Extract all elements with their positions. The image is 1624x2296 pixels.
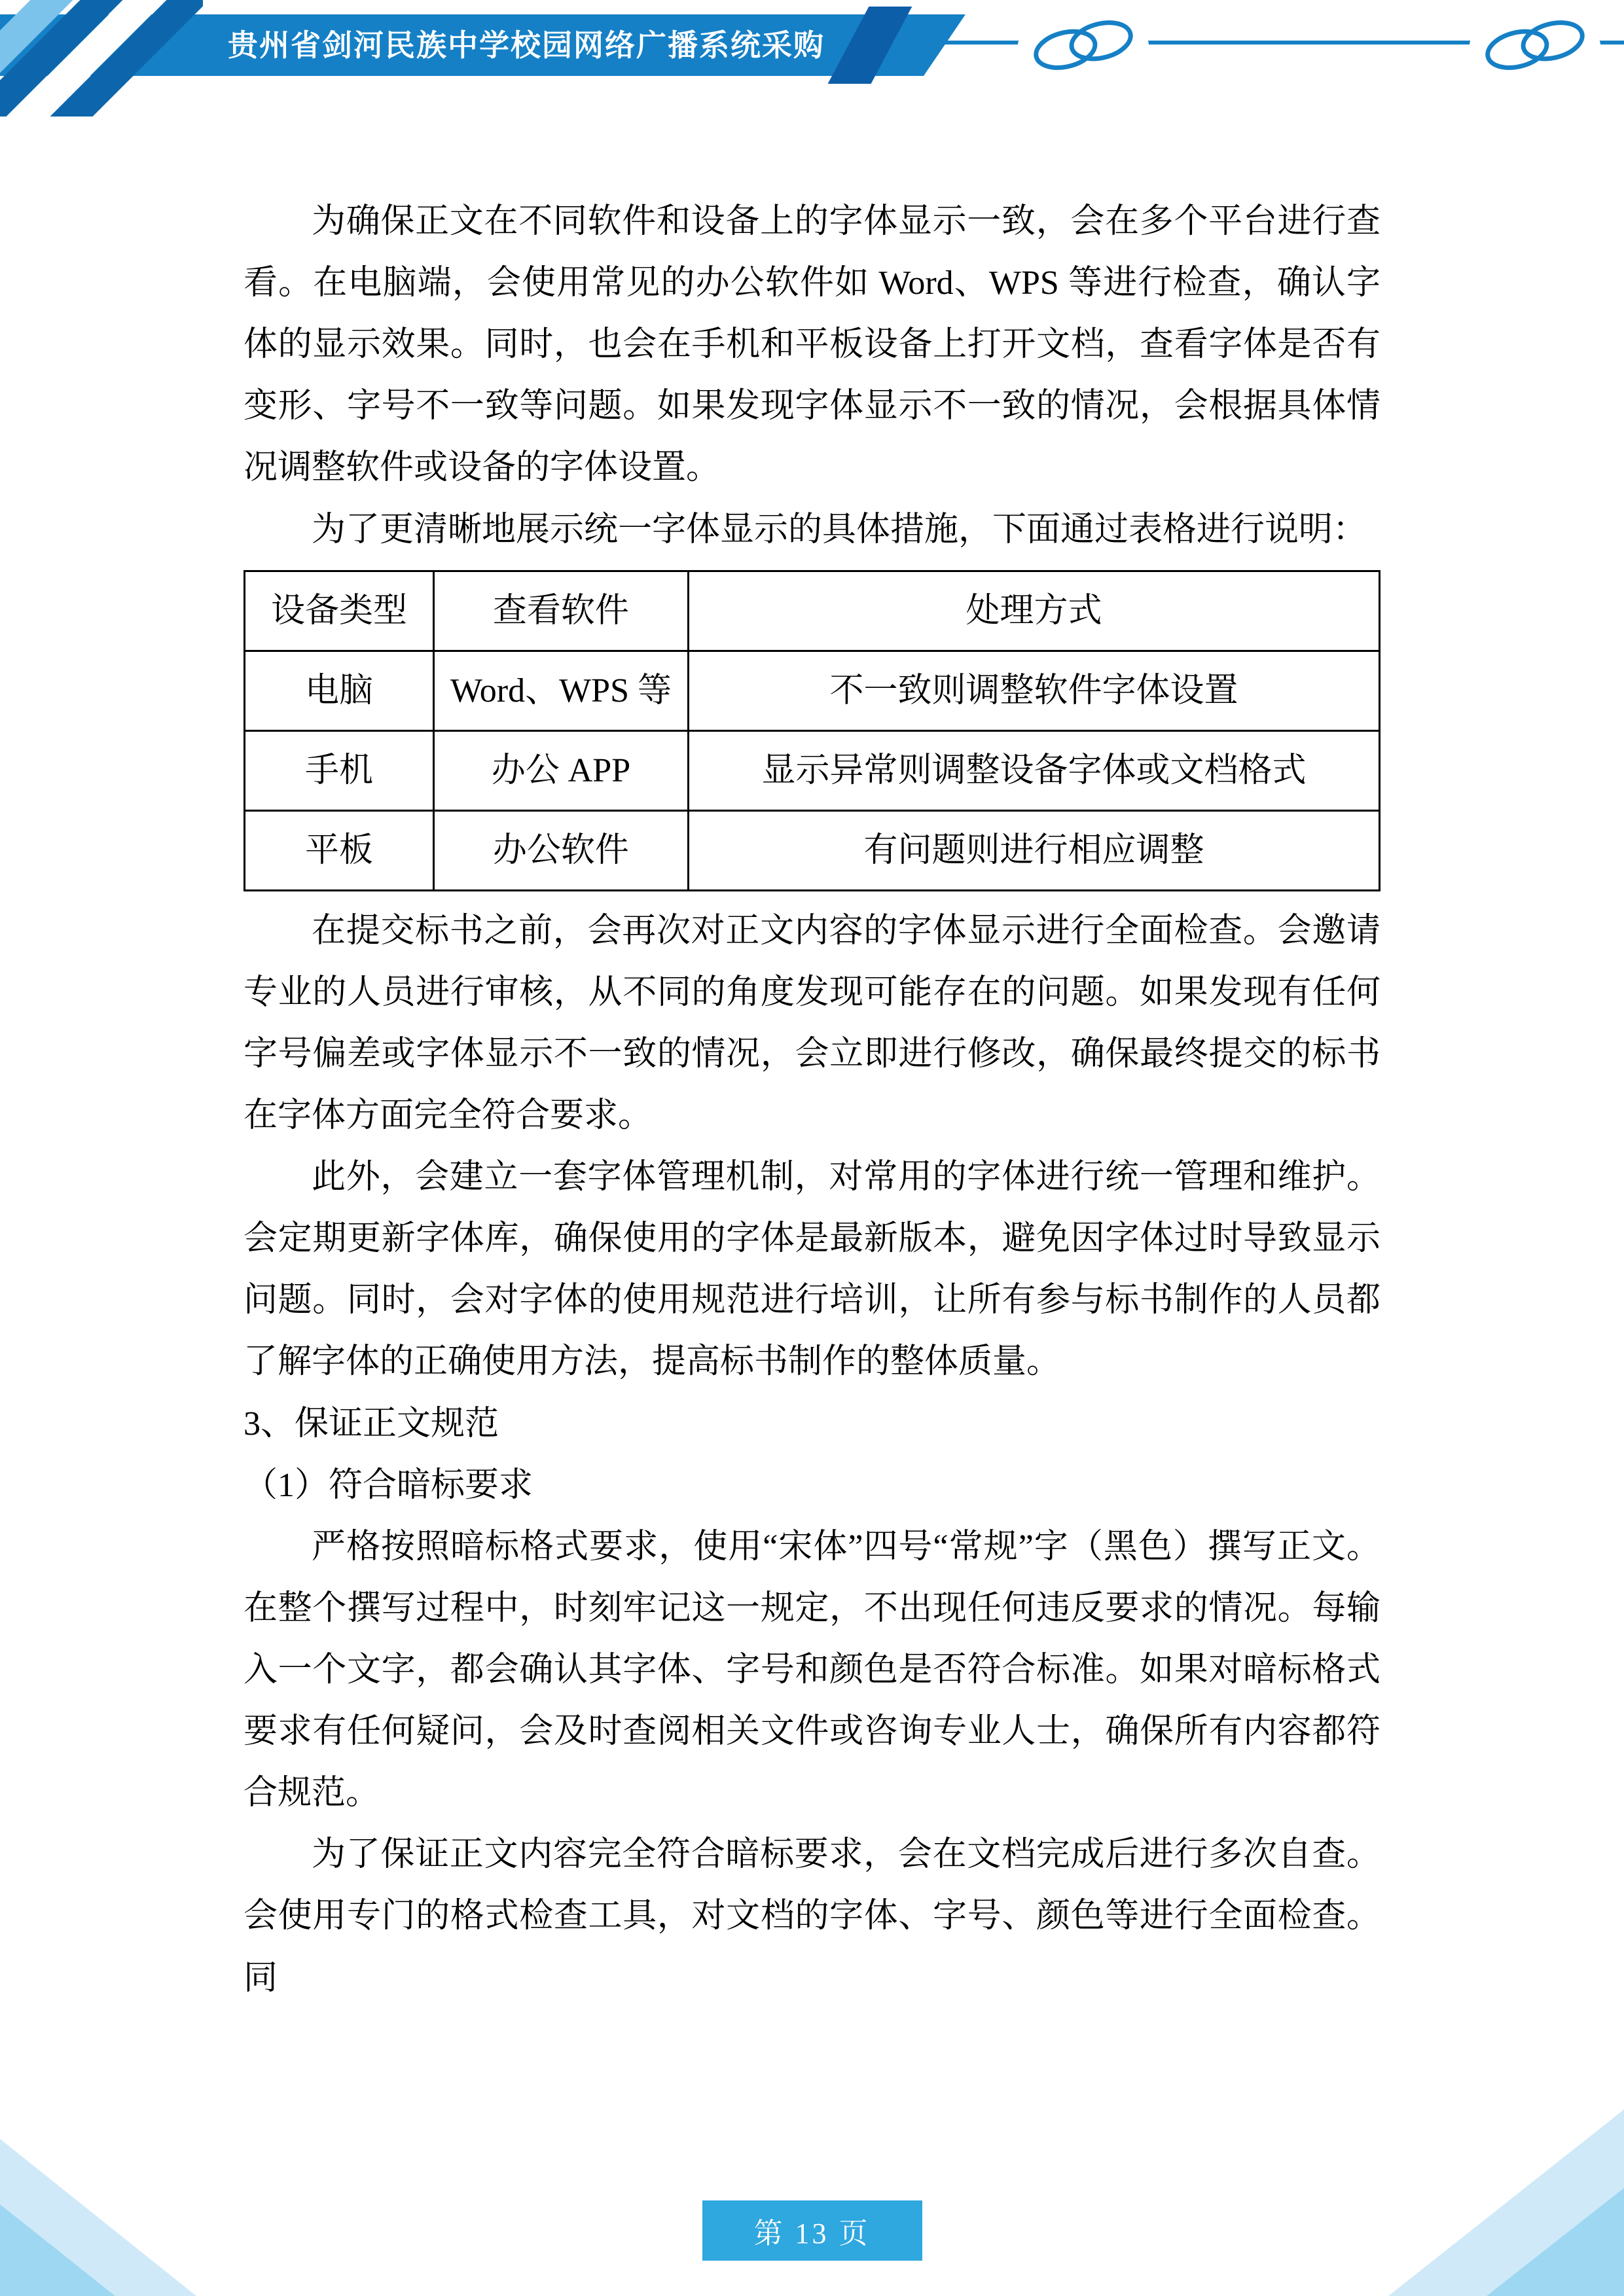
- table-header-cell: 处理方式: [688, 571, 1379, 651]
- document-body: [244, 191, 1380, 2009]
- body-paragraph: 在提交标书之前，会再次对正文内容的字体显示进行全面检查。会邀请专业的人员进行审核，从不同的角度发现可能存在的问题。如果发现有任何字号偏差或字体显示不一致的情况，会立即进行修改，确保最终提交的标书在字体方面完全符合要求。: [244, 912, 1380, 1134]
- table-cell: 手机: [245, 730, 434, 810]
- body-paragraph: 为了保证正文内容完全符合暗标要求，会在文档完成后进行多次自查。会使用专门的格式检查工具，对文档的字体、字号、颜色等进行全面检查。同: [244, 1836, 1380, 1997]
- table-row: [245, 810, 1380, 890]
- header-corner-stripes: [0, 0, 203, 117]
- table-cell: Word、WPS 等: [433, 651, 688, 730]
- page-header: [0, 0, 1624, 118]
- page-number-label: 第 13 页: [753, 2217, 871, 2250]
- subsection-heading: （1）符合暗标要求: [244, 1466, 533, 1504]
- bottom-left-decoration-inner: [0, 2204, 115, 2296]
- body-paragraph: 此外，会建立一套字体管理机制，对常用的字体进行统一管理和维护。会定期更新字体库，确保使用的字体是最新版本，避免因字体过时导致显示问题。同时，会对字体的使用规范进行培训，让所有参与标书制作的人员都了解字体的正确使用方法，提高标书制作的整体质量。: [244, 1158, 1380, 1381]
- table-cell: 有问题则进行相应调整: [688, 810, 1379, 890]
- page-number-badge: [702, 2200, 922, 2261]
- table-header-row: [245, 571, 1380, 651]
- table-row: [245, 730, 1380, 810]
- font-consistency-table: [244, 570, 1380, 891]
- document-title: 贵州省剑河民族中学校园网络广播系统采购: [228, 28, 825, 62]
- table-cell: 平板: [245, 810, 434, 890]
- table-cell: 办公软件: [433, 810, 688, 890]
- body-paragraph: 为了更清晰地展示统一字体显示的具体措施，下面通过表格进行说明：: [312, 511, 1367, 548]
- table-cell: 显示异常则调整设备字体或文档格式: [688, 730, 1379, 810]
- section-heading: 3、保证正文规范: [244, 1405, 499, 1443]
- table-cell: 办公 APP: [433, 730, 688, 810]
- interlocked-rings-icon: [1018, 16, 1149, 75]
- table-cell: 不一致则调整软件字体设置: [688, 651, 1379, 730]
- table-header-cell: 查看软件: [433, 571, 688, 651]
- body-paragraph: 为确保正文在不同软件和设备上的字体显示一致，会在多个平台进行查看。在电脑端，会使用常见的办公软件如 Word、WPS 等进行检查，确认字体的显示效果。同时，也会在手机和平板设备上打开文档，查看字体是否有变形、字号不一致等问题。如果发现字体显示不一致的情况，会根据具体情况调整软件或设备的字体设置。: [244, 203, 1380, 487]
- table-header-cell: 设备类型: [245, 571, 434, 651]
- interlocked-rings-icon: [1470, 16, 1600, 75]
- table-cell: 电脑: [245, 651, 434, 730]
- body-paragraph: 严格按照暗标格式要求，使用“宋体”四号“常规”字（黑色）撰写正文。在整个撰写过程中，时刻牢记这一规定，不出现任何违反要求的情况。每输入一个文字，都会确认其字体、字号和颜色是否符合标准。如果对暗标格式要求有任何疑问，会及时查阅相关文件或咨询专业人士，确保所有内容都符合规范。: [244, 1528, 1380, 1812]
- table-row: [245, 651, 1380, 730]
- bottom-right-decoration-inner: [1487, 2188, 1624, 2296]
